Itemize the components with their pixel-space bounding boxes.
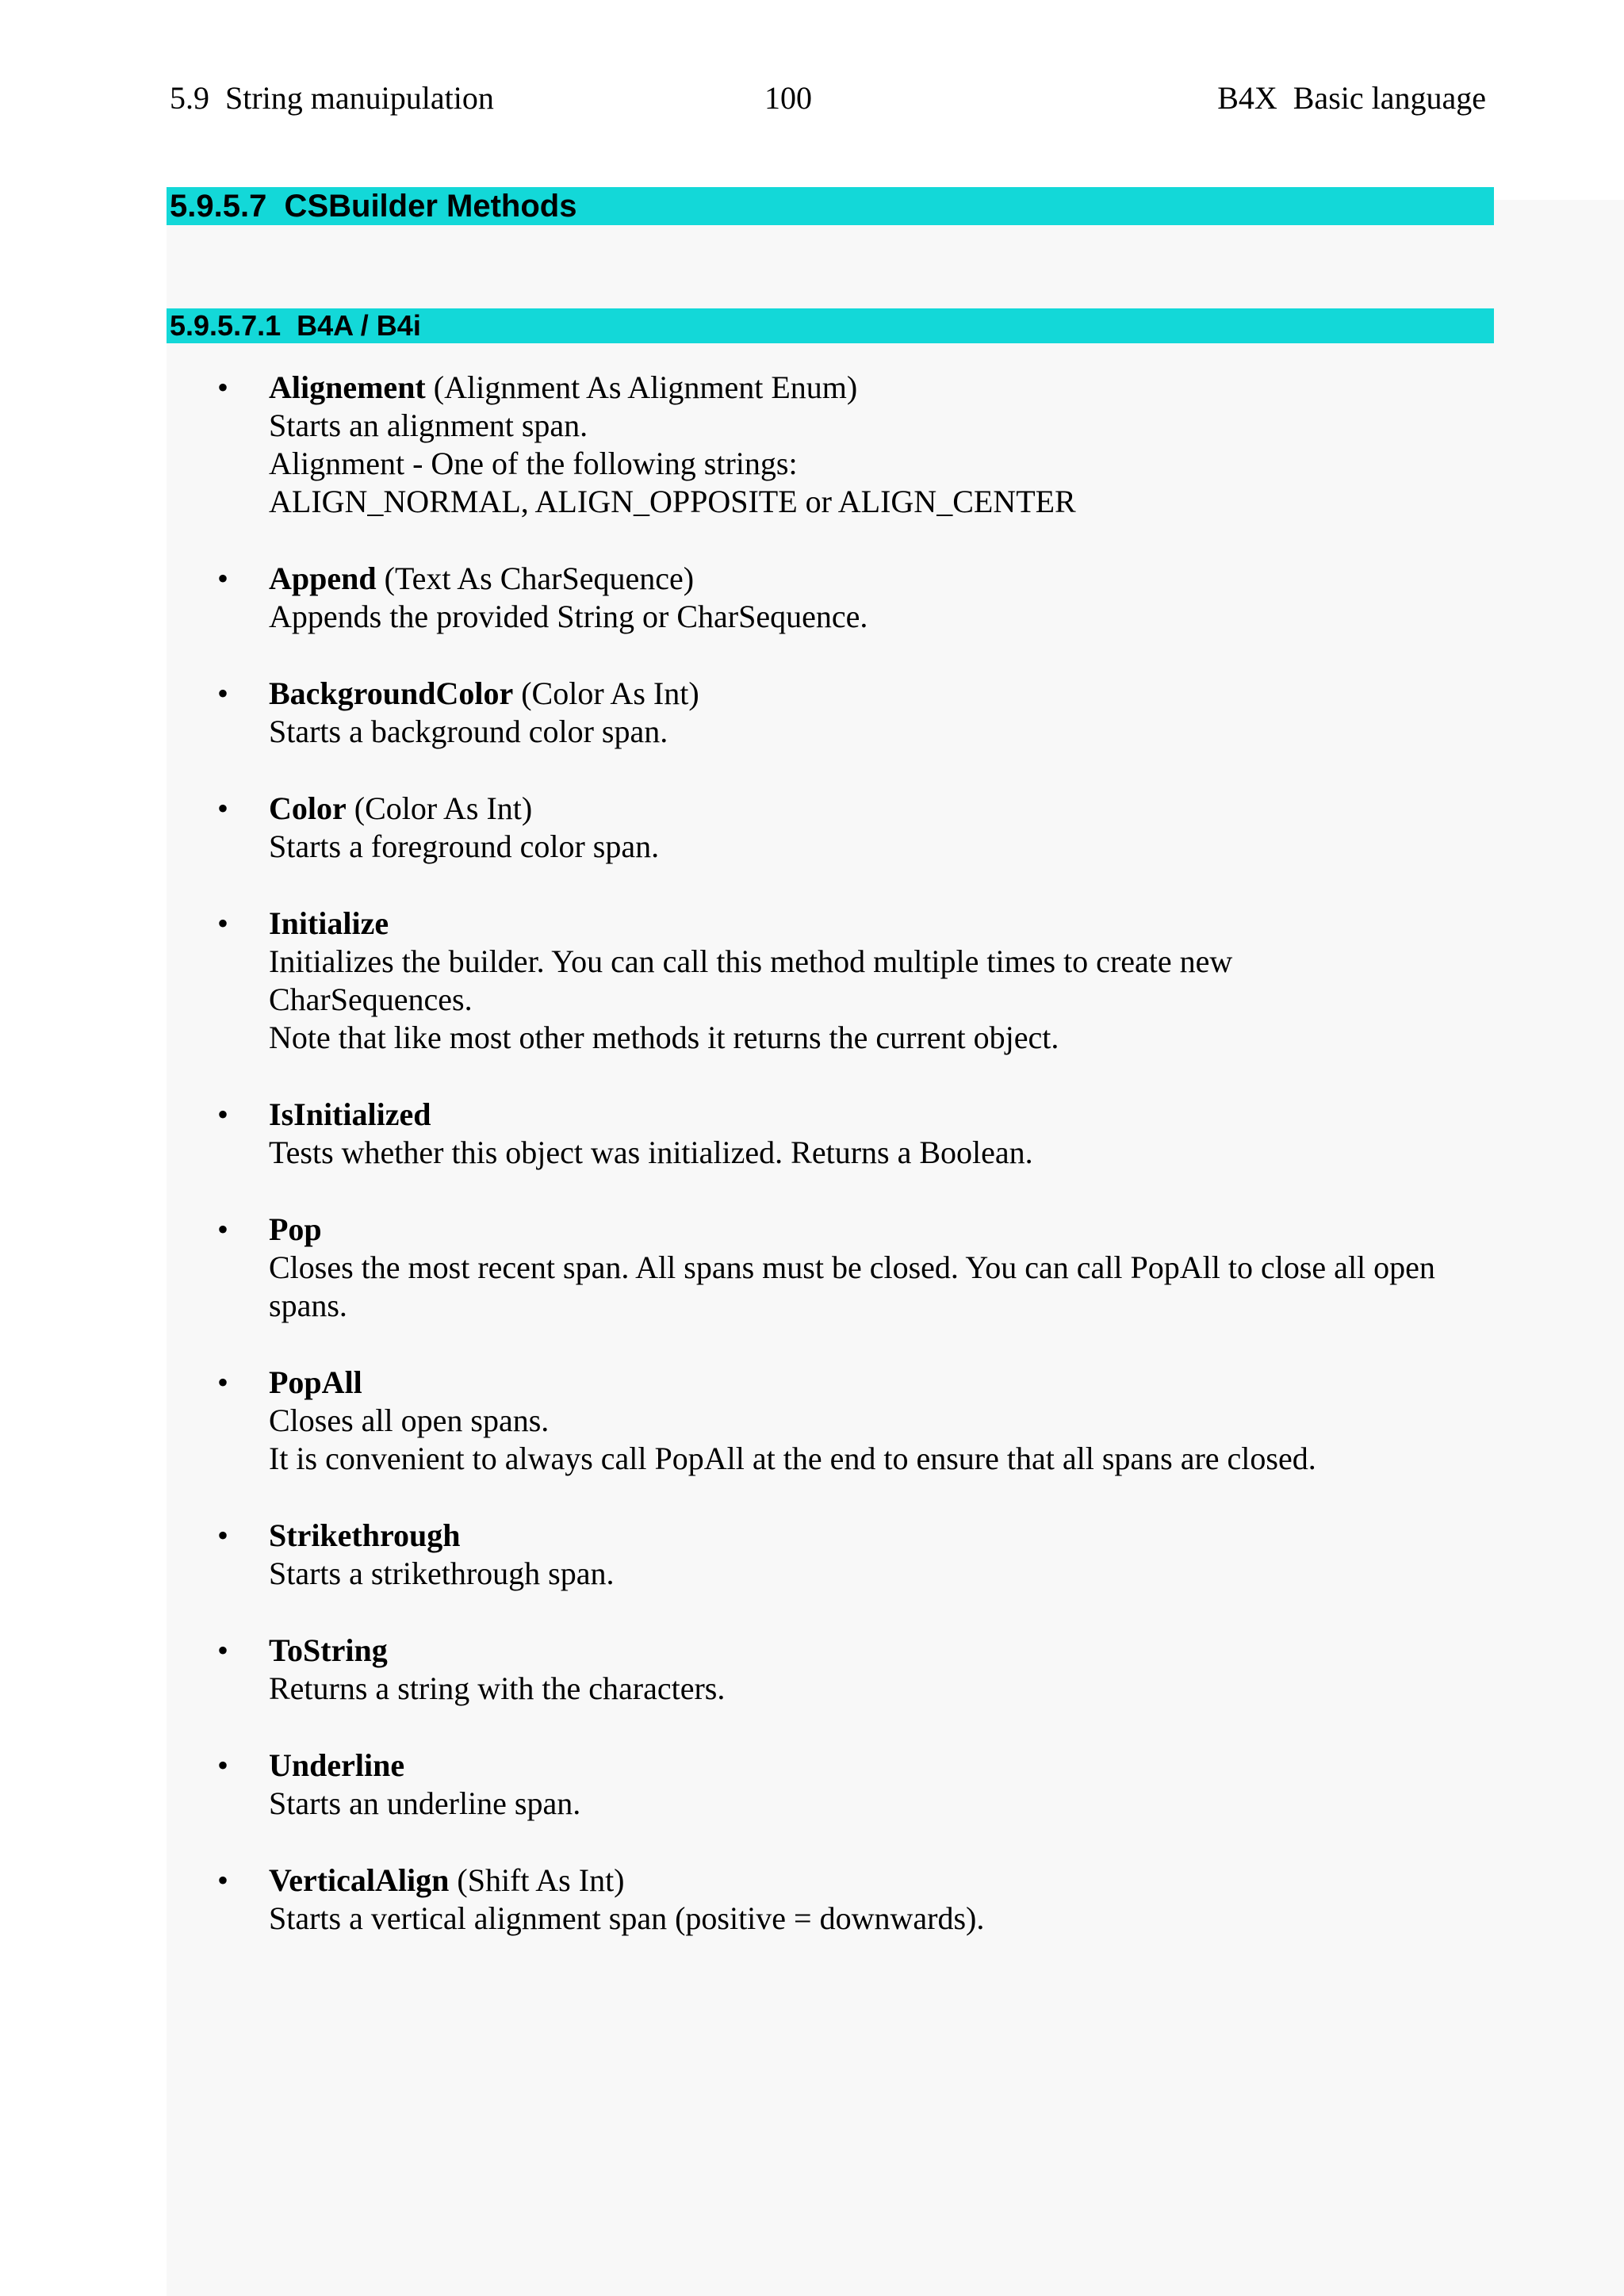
bullet-icon: •: [217, 675, 229, 711]
method-description-line: Starts an alignment span.: [269, 408, 588, 443]
method-name: PopAll: [269, 1364, 362, 1400]
header-chapter: 5.9 String manuipulation: [170, 80, 494, 116]
method-name: VerticalAlign: [269, 1862, 450, 1898]
method-description-line: Starts an underline span.: [269, 1785, 581, 1821]
method-name: Pop: [269, 1211, 322, 1247]
bullet-icon: •: [217, 1096, 229, 1132]
method-signature: [269, 1517, 1490, 1555]
header-book-title: B4X Basic language: [1217, 80, 1486, 116]
method-description-line: Tests whether this object was initialized. Returns a Boolean.: [269, 1135, 1033, 1170]
method-signature: [269, 1747, 1490, 1785]
method-description-line: Starts a foreground color span.: [269, 828, 660, 864]
bullet-icon: •: [217, 1517, 229, 1553]
method-signature: [269, 1862, 1490, 1900]
bullet-icon: •: [217, 790, 229, 826]
running-header: [170, 76, 1486, 121]
method-name: Strikethrough: [269, 1517, 461, 1553]
bullet-icon: •: [217, 561, 229, 596]
method-name: Color: [269, 790, 347, 826]
bullet-icon: •: [217, 1862, 229, 1898]
method-signature: [269, 1096, 1490, 1134]
method-signature: [269, 675, 1490, 713]
method-signature: [269, 369, 1490, 407]
method-item: [0, 1364, 1490, 1478]
method-params: (Shift As Int): [449, 1862, 625, 1898]
method-name: ToString: [269, 1632, 388, 1668]
method-description-line: Returns a string with the characters.: [269, 1670, 726, 1706]
method-description-line: Appends the provided String or CharSequence.: [269, 599, 868, 634]
method-signature: [269, 560, 1490, 598]
method-signature: [269, 1364, 1490, 1402]
method-item: [0, 905, 1490, 1057]
section-heading: 5.9.5.7 CSBuilder Methods: [167, 187, 1494, 225]
method-params: (Alignment As Alignment Enum): [425, 369, 858, 405]
method-signature: [269, 1632, 1490, 1670]
method-params: (Color As Int): [346, 790, 533, 826]
method-description-line: CharSequences.: [269, 982, 473, 1017]
method-name: Append: [269, 561, 377, 596]
bullet-icon: •: [217, 1364, 229, 1400]
bullet-icon: •: [217, 1632, 229, 1668]
method-description-line: Starts a background color span.: [269, 714, 668, 749]
method-name: BackgroundColor: [269, 675, 514, 711]
method-description-line: Initializes the builder. You can call this method multiple times to create new: [269, 943, 1233, 979]
method-name: Underline: [269, 1747, 405, 1783]
method-signature: [269, 905, 1490, 943]
method-signature: [269, 1211, 1490, 1249]
method-name: IsInitialized: [269, 1096, 431, 1132]
method-name: Alignement: [269, 369, 426, 405]
method-description-line: ALIGN_NORMAL, ALIGN_OPPOSITE or ALIGN_CENTER: [269, 484, 1076, 519]
method-item: [0, 1517, 1490, 1593]
method-description-line: Closes the most recent span. All spans must be closed. You can call PopAll to close all open: [269, 1249, 1435, 1285]
method-description-line: It is convenient to always call PopAll at the end to ensure that all spans are closed.: [269, 1441, 1316, 1476]
method-item: [0, 1632, 1490, 1708]
method-item: [0, 369, 1490, 521]
method-item: [0, 1862, 1490, 1938]
method-item: [0, 1747, 1490, 1823]
bullet-icon: •: [217, 369, 229, 405]
bullet-icon: •: [217, 1211, 229, 1247]
method-params: (Color As Int): [513, 675, 699, 711]
method-item: [0, 790, 1490, 866]
method-description-line: spans.: [269, 1288, 347, 1323]
page-number: 100: [764, 80, 812, 116]
method-signature: [269, 790, 1490, 828]
method-item: [0, 560, 1490, 636]
bullet-icon: •: [217, 905, 229, 941]
bullet-icon: •: [217, 1747, 229, 1783]
method-name: Initialize: [269, 905, 389, 941]
method-item: [0, 1211, 1490, 1325]
method-params: (Text As CharSequence): [376, 561, 695, 596]
method-description-line: Starts a strikethrough span.: [269, 1556, 615, 1591]
method-list: [0, 369, 1624, 1976]
subsection-heading: 5.9.5.7.1 B4A / B4i: [167, 308, 1494, 343]
method-description-line: Closes all open spans.: [269, 1402, 550, 1438]
method-item: [0, 1096, 1490, 1172]
method-item: [0, 675, 1490, 751]
method-description-line: Note that like most other methods it returns the current object.: [269, 1020, 1059, 1055]
method-description-line: Alignment - One of the following strings:: [269, 446, 798, 481]
method-description-line: Starts a vertical alignment span (positive = downwards).: [269, 1900, 985, 1936]
